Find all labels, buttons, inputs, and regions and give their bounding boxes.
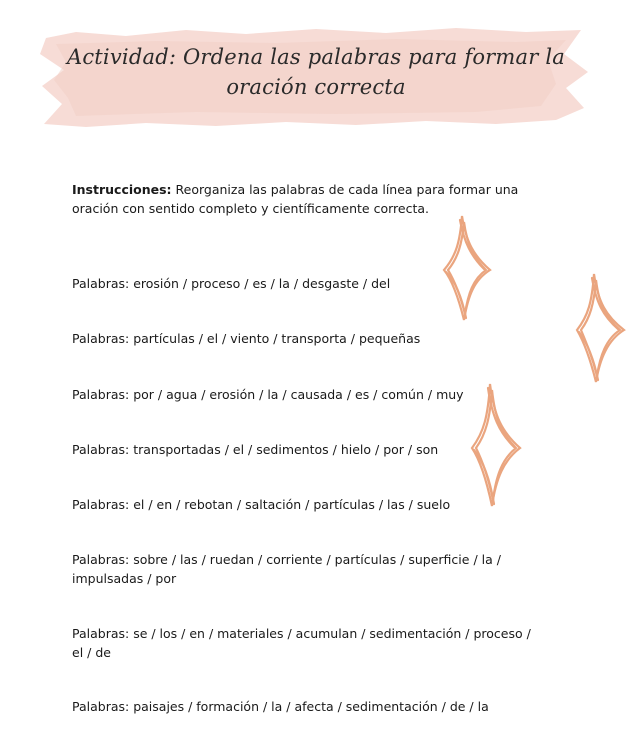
sparkle-star-icon [440,212,496,324]
word-line-2: Palabras: partículas / el / viento / transporta / pequeñas [72,331,421,346]
word-line-8: Palabras: paisajes / formación / la / afecta / sedimentación / de / la [72,699,489,714]
word-line-5: Palabras: el / en / rebotan / saltación / partículas / las / suelo [72,497,451,512]
title-line-1: Actividad: Ordena las palabras para formar la [66,45,566,69]
sparkle-star-icon [468,380,524,510]
title-banner [36,24,596,134]
word-line-1: Palabras: erosión / proceso / es / la / desgaste / del [72,276,391,291]
word-line-4: Palabras: transportadas / el / sedimentos / hielo / por / son [72,442,439,457]
title-line-2: oración correcta [226,75,406,99]
word-line-7: Palabras: se / los / en / materiales / acumulan / sedimentación / proceso / el / de [72,626,531,660]
sparkle-star-icon [574,270,628,386]
page-title [36,42,596,102]
word-line-6: Palabras: sobre / las / ruedan / corriente / partículas / superficie / la / impulsadas / por [72,552,501,586]
word-line-3: Palabras: por / agua / erosión / la / causada / es / común / muy [72,387,464,402]
instructions-text: Reorganiza las palabras de cada línea para formar una oración con sentido completo y científicamente correcta. [72,182,519,216]
instructions-label: Instrucciones: [72,182,172,197]
